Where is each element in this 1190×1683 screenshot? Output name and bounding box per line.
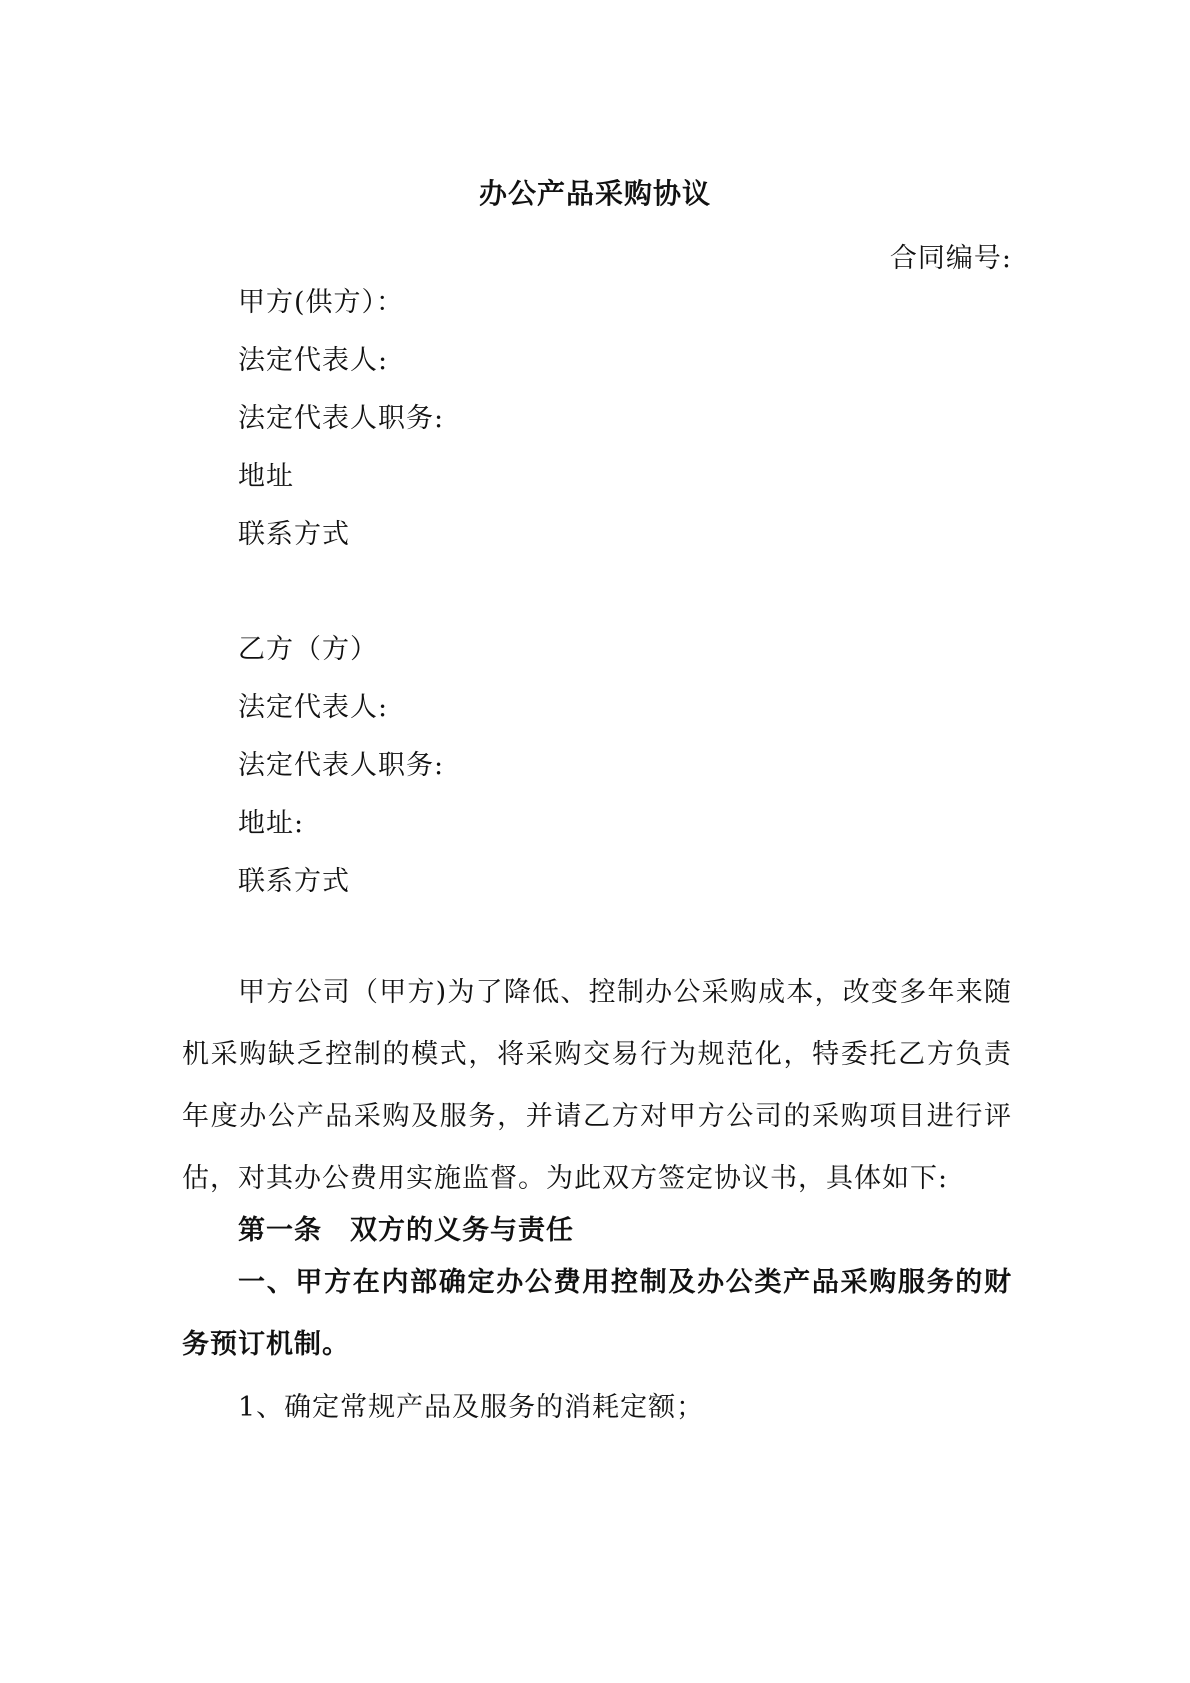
party-a-legal-rep-title: 法定代表人职务: xyxy=(238,403,445,434)
article-1-heading: 第一条 双方的义务与责任 xyxy=(238,1215,574,1246)
contract-number-label: 合同编号: xyxy=(889,243,1012,274)
party-b-name: 乙方（方） xyxy=(238,634,378,665)
party-a-legal-rep: 法定代表人: xyxy=(238,345,389,376)
item-1: 1、确定常规产品及服务的消耗定额； xyxy=(238,1392,705,1423)
party-b-address: 地址: xyxy=(238,808,305,839)
intro-paragraph: 甲方公司（甲方)为了降低、控制办公采购成本，改变多年来随机采购缺乏控制的模式，将采购交易行为规范化，特委托乙方负责年度办公产品采购及服务，并请乙方对甲方公司的采购项目进行评估，对其办公费用实施监督。为此双方签定协议书，具体如下: xyxy=(182,977,1012,1194)
party-b-legal-rep: 法定代表人: xyxy=(238,692,389,723)
section-1-heading: 一、甲方在内部确定办公费用控制及办公类产品采购服务的财务预订机制。 xyxy=(182,1267,1012,1360)
document-title: 办公产品采购协议 xyxy=(478,177,711,210)
party-b-contact: 联系方式 xyxy=(238,866,350,897)
party-b-legal-rep-title: 法定代表人职务: xyxy=(238,750,445,781)
party-a-name: 甲方(供方）： xyxy=(238,287,405,318)
party-a-contact: 联系方式 xyxy=(238,519,350,550)
party-a-address: 地址 xyxy=(238,461,294,492)
